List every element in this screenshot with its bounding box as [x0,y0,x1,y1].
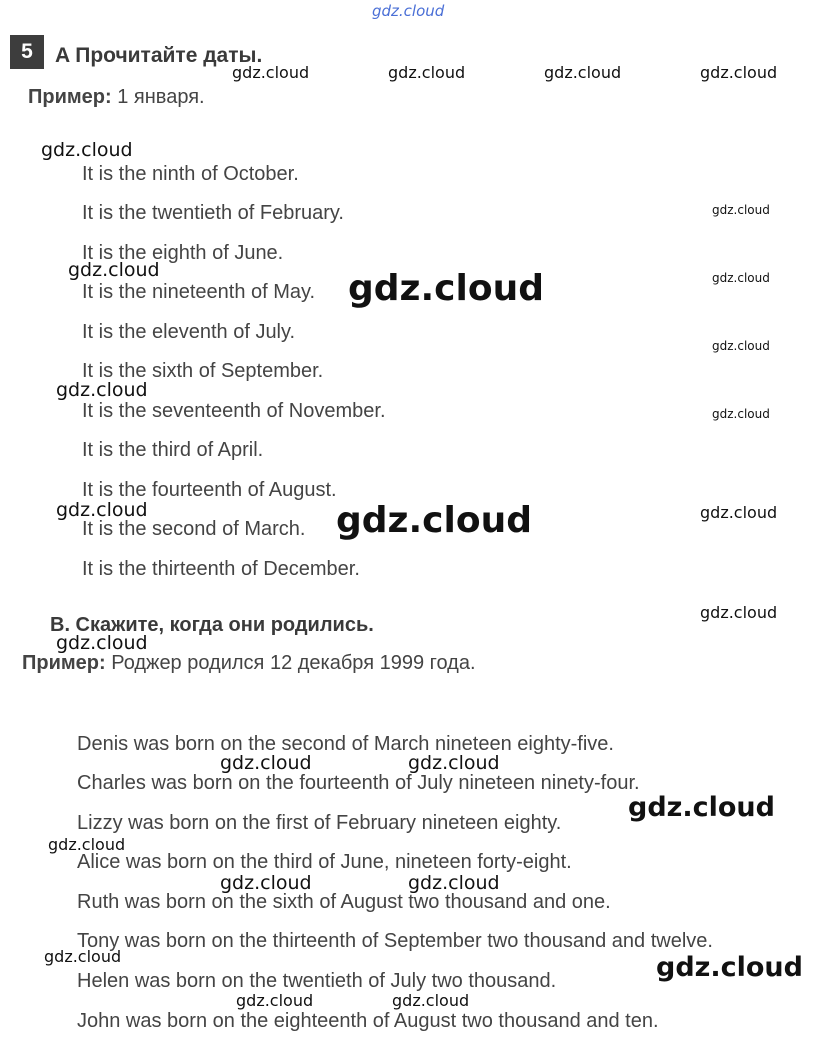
part-b-example-text: Роджер родился 12 декабря 1999 года. [105,652,476,674]
watermark: gdz.cloud [236,991,314,1010]
part-a-title: A Прочитайте даты. [55,44,263,67]
part-b-line: Charles was born on the fourteenth of July nineteen ninety-four. [77,772,640,794]
part-a-line: It is the thirteenth of December. [82,558,360,580]
watermark: gdz.cloud [628,792,775,823]
part-b-line: Tony was born on the thirteenth of September two thousand and twelve. [77,930,713,952]
watermark: gdz.cloud [348,268,544,309]
part-a-line: It is the third of April. [82,439,264,461]
part-a-example-label: Пример: [28,86,112,108]
watermark: gdz.cloud [41,139,133,161]
watermark: gdz.cloud [408,872,500,894]
watermark: gdz.cloud [56,632,148,654]
part-b-line: Ruth was born on the sixth of August two thousand and one. [77,891,611,913]
part-a-line: It is the fourteenth of August. [82,479,337,501]
watermark: gdz.cloud [68,259,160,281]
watermark: gdz.cloud [220,752,312,774]
watermark-top: gdz.cloud [372,2,445,20]
part-a-line: It is the ninth of October. [82,163,299,185]
watermark: gdz.cloud [220,872,312,894]
watermark: gdz.cloud [56,499,148,521]
part-a-line: It is the eleventh of July. [82,321,296,343]
part-a-line: It is the seventeenth of November. [82,400,386,422]
part-b-line: John was born on the eighteenth of August two thousand and ten. [77,1010,659,1032]
exercise-number-badge: 5 [10,35,44,69]
part-b-example-label: Пример: [22,652,106,674]
part-b-line: Alice was born on the third of June, nineteen forty-eight. [77,851,572,873]
part-b-title: B. Скажите, когда они родились. [50,614,374,636]
watermark: gdz.cloud [56,379,148,401]
part-a-line: It is the nineteenth of May. [82,281,316,303]
watermark: gdz.cloud [712,339,770,353]
watermark: gdz.cloud [700,603,778,622]
part-a-line: It is the twentieth of February. [82,202,344,224]
watermark: gdz.cloud [656,952,803,983]
watermark: gdz.cloud [232,63,310,82]
part-b-example [22,652,476,675]
watermark: gdz.cloud [44,947,122,966]
watermark: gdz.cloud [48,835,126,854]
part-a-line: It is the eighth of June. [82,242,284,264]
watermark: gdz.cloud [336,500,532,541]
watermark: gdz.cloud [544,63,622,82]
part-b-line: Lizzy was born on the first of February nineteen eighty. [77,812,562,834]
watermark: gdz.cloud [712,203,770,217]
watermark: gdz.cloud [700,63,778,82]
watermark: gdz.cloud [408,752,500,774]
part-b-line: Denis was born on the second of March nineteen eighty-five. [77,733,614,755]
part-a-line: It is the sixth of September. [82,360,324,382]
part-a-example-text: 1 января. [111,86,205,108]
part-b-line: Helen was born on the twentieth of July two thousand. [77,970,557,992]
part-a-example [28,86,205,109]
watermark: gdz.cloud [388,63,466,82]
watermark: gdz.cloud [712,271,770,285]
part-a-line: It is the second of March. [82,518,306,540]
watermark: gdz.cloud [392,991,470,1010]
watermark: gdz.cloud [712,407,770,421]
watermark: gdz.cloud [700,503,778,522]
